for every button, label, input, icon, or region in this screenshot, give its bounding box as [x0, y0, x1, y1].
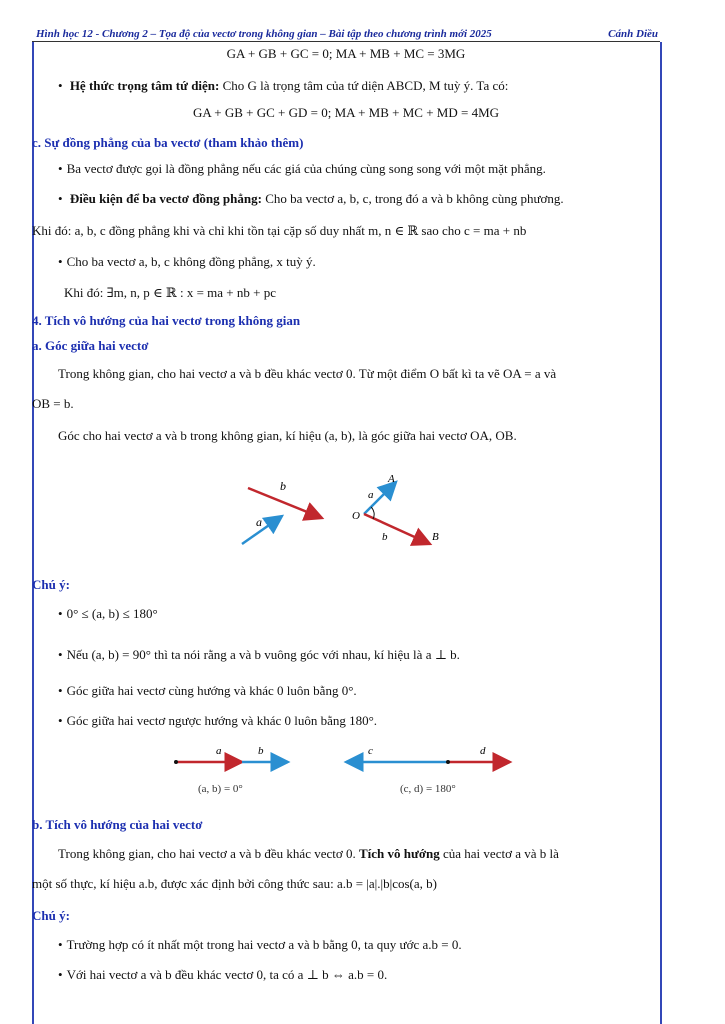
section-a-heading: a. Góc giữa hai vectơ	[32, 338, 149, 353]
tetra-centroid-intro	[58, 78, 508, 94]
note-perpendicular-dot: • Với hai vectơ a và b đều khác vectơ 0, ta có a ⊥ b ⇔ a.b = 0.	[58, 967, 387, 983]
label-a-free: a	[256, 515, 262, 529]
angle-def-line3: Góc cho hai vectơ a và b trong không gian, kí hiệu (a, b), là góc giữa hai vectơ OA, OB.	[58, 428, 517, 443]
note-angle-range: • 0° ≤ (a, b) ≤ 180°	[58, 606, 158, 622]
centroid-triangle-formula: GA + GB + GC = 0; MA + MB + MC = 3MG	[226, 46, 466, 61]
caption-same: (a, b) = 0°	[198, 783, 243, 795]
note-zero-vector: • Trường hợp có ít nhất một trong hai vectơ a và b bằng 0, ta quy ước a.b = 0.	[58, 937, 462, 953]
note-heading-1: Chú ý:	[32, 577, 70, 592]
dot-def-term: Tích vô hướng	[359, 846, 440, 861]
note-same-direction: • Góc giữa hai vectơ cùng hướng và khác 0 luôn bằng 0°.	[58, 683, 357, 699]
section-4-heading: 4. Tích vô hướng của hai vectơ trong không gian	[32, 313, 301, 328]
section-c-heading: c. Sự đồng phẳng của ba vectơ (tham khảo thêm)	[32, 135, 304, 150]
label-b-OB: b	[382, 531, 388, 543]
tetra-centroid-text: Cho G là trọng tâm của tứ diện ABCD, M tuỳ ý. Ta có:	[219, 78, 509, 93]
direction-figure	[168, 740, 518, 800]
coplanar-definition: • Ba vectơ được gọi là đồng phẳng nếu các giá của chúng cùng song song với một mặt phẳng.	[58, 161, 546, 177]
centroid-tetra-formula: GA + GB + GC + GD = 0; MA + MB + MC + MD = 4MG	[192, 105, 500, 120]
dot-product-def-line2: một số thực, kí hiệu a.b, được xác định bởi công thức sau: a.b = |a|.|b|cos(a, b)	[32, 876, 437, 891]
label-O: O	[352, 510, 360, 522]
label-b-same: b	[258, 745, 264, 757]
header-right: Cánh Diều	[608, 28, 658, 40]
label-B: B	[432, 531, 439, 543]
angle-def-line2: OB = b.	[32, 396, 74, 411]
label-a-OA: a	[368, 489, 374, 501]
page-header	[36, 28, 658, 42]
label-d: d	[480, 745, 486, 757]
origin-dot-2	[446, 760, 450, 764]
right-border	[660, 42, 662, 1024]
coplanar-iff: Khi đó: a, b, c đồng phẳng khi và chỉ khi tồn tại cặp số duy nhất m, n ∈ ℝ sao cho c = ma + nb	[32, 223, 527, 238]
note-perpendicular: • Nếu (a, b) = 90° thì ta nói rằng a và b vuông góc với nhau, kí hiệu là a ⊥ b.	[58, 647, 460, 663]
non-coplanar-statement: • Cho ba vectơ a, b, c không đồng phẳng, x tuỳ ý.	[58, 254, 316, 270]
label-a-same: a	[216, 745, 222, 757]
coplanar-condition	[58, 191, 564, 207]
note-heading-2: Chú ý:	[32, 908, 70, 923]
header-left: Hình học 12 - Chương 2 – Tọa độ của vectơ trong không gian – Bài tập theo chương trình mới 2025	[36, 28, 492, 40]
label-b-free: b	[280, 479, 286, 493]
coplanar-condition-title: Điều kiện để ba vectơ đồng phẳng:	[69, 191, 262, 206]
decomposition-formula: Khi đó: ∃m, n, p ∈ ℝ : x = ma + nb + pc	[64, 285, 276, 300]
label-c: c	[368, 745, 373, 757]
origin-dot-1	[174, 760, 178, 764]
angle-def-line1: Trong không gian, cho hai vectơ a và b đều khác vectơ 0. Từ một điểm O bất kì ta vẽ OA = a và	[58, 366, 557, 381]
tetra-centroid-title: Hệ thức trọng tâm tứ diện:	[69, 78, 220, 93]
vector-a-free	[242, 516, 282, 544]
dot-product-def-line1	[58, 846, 559, 862]
vector-OB	[364, 514, 430, 544]
dot-def-pre: Trong không gian, cho hai vectơ a và b đều khác vectơ 0.	[58, 846, 359, 861]
dot-def-post: của hai vectơ a và b là	[439, 846, 559, 861]
label-A: A	[388, 473, 395, 485]
header-rule	[32, 41, 660, 42]
angle-figure	[230, 462, 470, 562]
caption-opposite: (c, d) = 180°	[400, 783, 456, 795]
note-opposite-direction: • Góc giữa hai vectơ ngược hướng và khác 0 luôn bằng 180°.	[58, 713, 377, 729]
section-b-heading: b. Tích vô hướng của hai vectơ	[32, 817, 203, 832]
coplanar-condition-text: Cho ba vectơ a, b, c, trong đó a và b không cùng phương.	[261, 191, 564, 206]
